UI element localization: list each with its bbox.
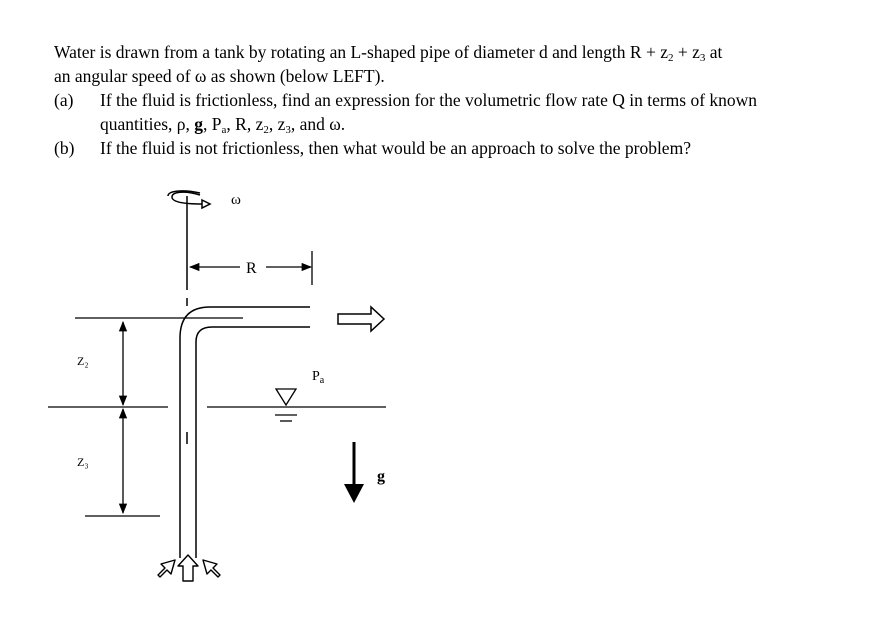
part-a: (a) If the fluid is frictionless, find an expression for the volumetric flow rate Q in terms of known quantities, ρ, g, $P_a$, R, $z_2$, $z_3$, and ω. [54, 90, 758, 136]
rotation-arrow-icon [168, 191, 210, 208]
inflow-arrows-icon [158, 555, 220, 581]
z3-label: Z₃ [77, 455, 89, 469]
part-a-label: (a) [54, 90, 74, 110]
r-label: R [246, 260, 257, 277]
problem-intro: Water is drawn from a tank by rotating an L-shaped pipe of diameter d and length $R + z_2 + z_3$ at an angular speed of ω as shown (below LEFT). [54, 42, 723, 86]
free-surface-icon [275, 389, 297, 421]
outflow-arrow-icon [338, 307, 384, 331]
pa-label: $P_a$ [312, 369, 325, 386]
part-b: (b) If the fluid is not frictionless, then what would be an approach to solve the problem? [54, 138, 691, 158]
z2-label: Z₂ [77, 354, 89, 368]
gravity-arrow-icon [344, 442, 364, 503]
l-shaped-pipe [180, 307, 310, 558]
omega-label: ω [231, 192, 241, 208]
g-label: g [377, 468, 385, 485]
part-b-label: (b) [54, 138, 75, 158]
